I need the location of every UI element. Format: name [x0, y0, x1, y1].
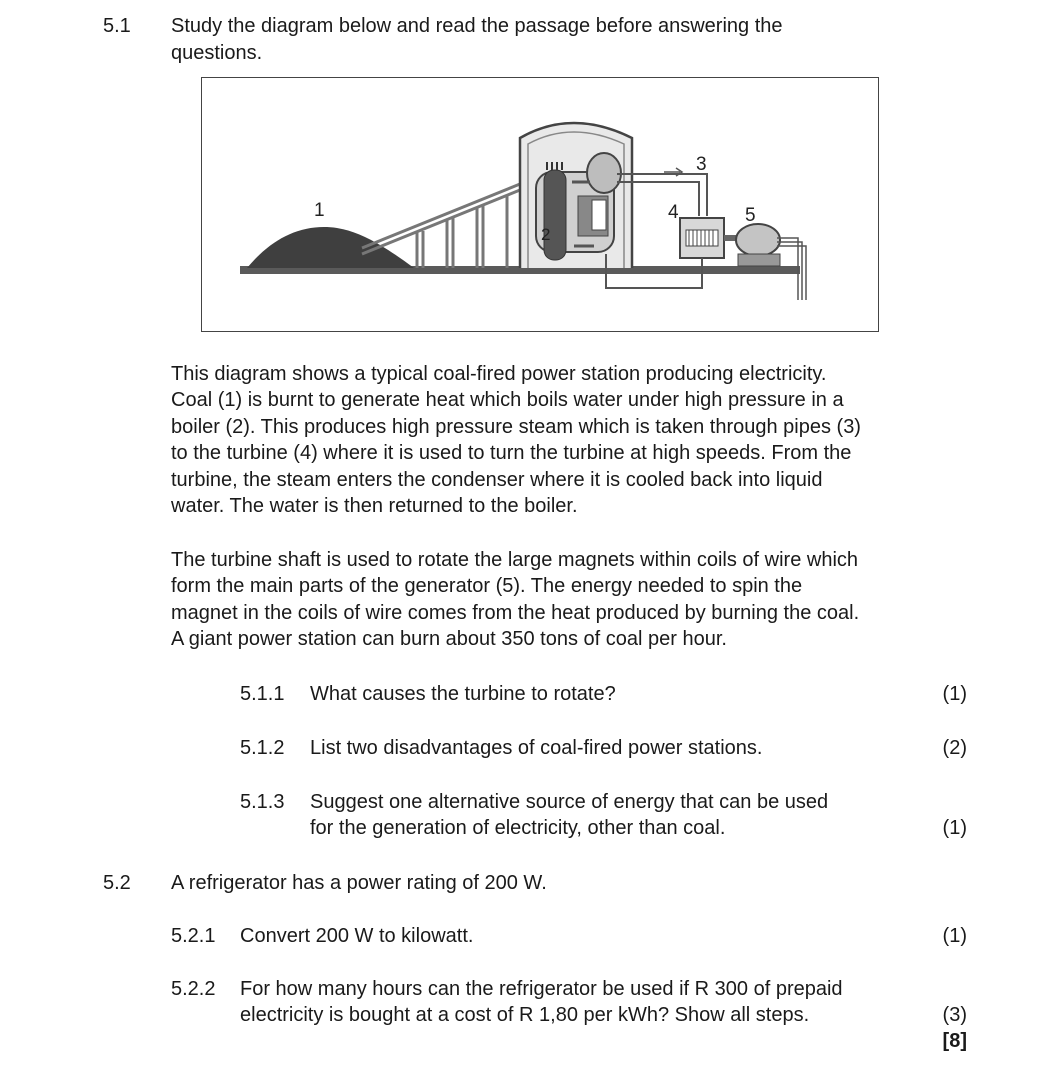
total-marks: [8]: [942, 1030, 967, 1052]
diagram-label-3: 3: [696, 154, 707, 175]
mark-5-2-2: (3): [942, 1004, 967, 1026]
passage-line: turbine, the steam enters the condenser where it is cooled back into liquid: [171, 468, 823, 491]
subquestion-text-5-2-2-line-1: For how many hours can the refrigerator be used if R 300 of prepaid: [240, 978, 843, 1000]
passage-line: This diagram shows a typical coal-fired power station producing electricity.: [171, 363, 827, 385]
subquestion-text-5-1-3-line-2: for the generation of electricity, other than coal.: [310, 817, 726, 839]
subquestion-number-5-2-1: 5.2.1: [171, 925, 216, 947]
question-number-5-2: 5.2: [103, 872, 131, 894]
passage-line: magnet in the coils of wire comes from the heat produced by burning the coal.: [171, 601, 860, 624]
passage-paragraph-2: [171, 547, 981, 653]
mark-5-1-1: (1): [942, 683, 967, 705]
passage-paragraph-1: [171, 361, 981, 519]
subquestion-text-5-1-1: What causes the turbine to rotate?: [310, 683, 616, 705]
diagram-label-2: 2: [541, 225, 551, 244]
subquestion-number-5-1-1: 5.1.1: [240, 683, 285, 705]
question-text-5-2: A refrigerator has a power rating of 200 W.: [171, 872, 547, 894]
subquestion-text-5-1-2: List two disadvantages of coal-fired power stations.: [310, 737, 763, 759]
subquestion-number-5-1-3: 5.1.3: [240, 791, 285, 813]
question-number-5-1: 5.1: [103, 15, 131, 37]
question-intro-line-2: questions.: [171, 42, 263, 64]
diagram-label-4: 4: [668, 202, 679, 223]
subquestion-text-5-2-1: Convert 200 W to kilowatt.: [240, 925, 474, 947]
subquestion-number-5-2-2: 5.2.2: [171, 978, 216, 1000]
diagram-label-5: 5: [745, 205, 756, 226]
subquestion-number-5-1-2: 5.1.2: [240, 737, 285, 759]
mark-5-1-3: (1): [942, 817, 967, 839]
power-station-illustration: [202, 78, 880, 333]
passage-line: boiler (2). This produces high pressure steam which is taken through pipes (3): [171, 415, 861, 438]
mark-5-1-2: (2): [942, 737, 967, 759]
passage-line: Coal (1) is burnt to generate heat which boils water under high pressure in a: [171, 389, 844, 412]
turbine: [680, 218, 724, 258]
passage-line: water. The water is then returned to the boiler.: [171, 495, 578, 518]
passage-line: A giant power station can burn about 350 tons of coal per hour.: [171, 628, 727, 651]
power-station-diagram: [201, 77, 879, 332]
coal-heap: [247, 227, 414, 268]
passage-line: form the main parts of the generator (5). The energy needed to spin the: [171, 575, 803, 598]
mark-5-2-1: (1): [942, 925, 967, 947]
generator: [724, 224, 780, 266]
passage-line: The turbine shaft is used to rotate the large magnets within coils of wire which: [171, 549, 859, 571]
question-intro-line-1: Study the diagram below and read the passage before answering the: [171, 15, 783, 37]
subquestion-text-5-2-2-line-2: electricity is bought at a cost of R 1,80 per kWh? Show all steps.: [240, 1004, 810, 1026]
diagram-label-1: 1: [314, 200, 325, 221]
passage-line: to the turbine (4) where it is used to turn the turbine at high speeds. From the: [171, 442, 852, 465]
subquestion-text-5-1-3-line-1: Suggest one alternative source of energy that can be used: [310, 791, 829, 813]
